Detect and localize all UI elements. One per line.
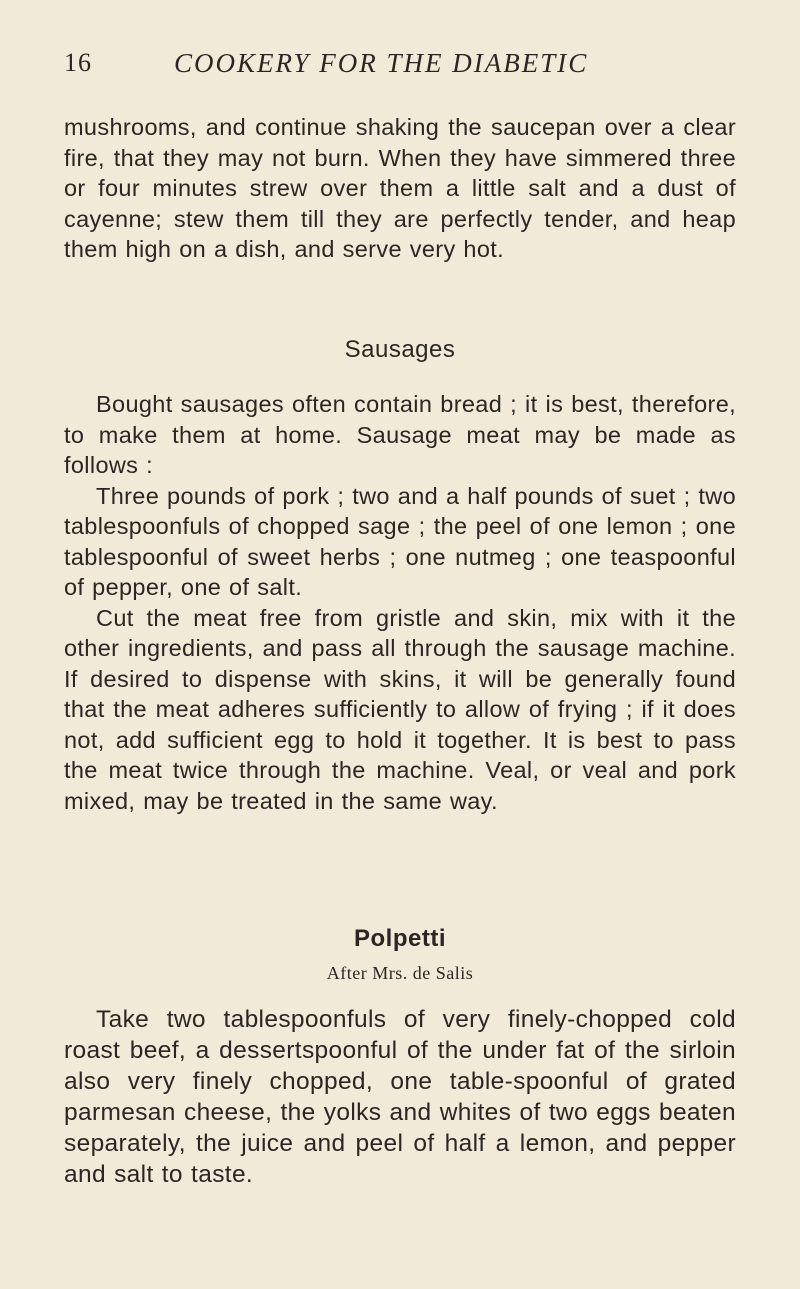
continuation-paragraph: mushrooms, and continue shaking the saucepan over a clear fire, that they may not burn. When they have simmered three or four minutes strew over them a little salt and a dust of cayenne; stew them till they are perfectly tender, and heap them high on a dish, and serve very hot. xyxy=(64,114,736,262)
polpetti-attribution: After Mrs. de Salis xyxy=(326,963,474,983)
polpetti-heading: Polpetti xyxy=(354,925,446,952)
polpetti-paragraph: Take two tablespoonfuls of very finely-chopped cold roast beef, a dessertspoonful of the under fat of the sirloin also very finely chopped, one table-spoonful of grated parmesan cheese, the yolks and whites of two eggs beaten separately, the juice and peel of half a lemon, and pepper and salt to taste. xyxy=(64,1006,736,1188)
polpetti-section xyxy=(64,1004,736,1190)
sausages-section xyxy=(64,389,736,816)
running-title: COOKERY FOR THE DIABETIC xyxy=(174,48,589,78)
running-head xyxy=(64,48,736,88)
sausages-paragraph-3: Cut the meat free from gristle and skin, mix with it the other ingredients, and pass all through the sausage machine. If desired to dispense with skins, it will be generally found that the meat adheres sufficiently to allow of frying ; if it does not, add sufficient egg to hold it together. It is best to pass the meat twice through the machine. Veal, or veal and pork mixed, may be treated in the same way. xyxy=(64,604,736,814)
page-number: 16 xyxy=(64,48,92,77)
sausages-heading: Sausages xyxy=(344,336,456,363)
continuation-section xyxy=(64,112,736,265)
sausages-paragraph-2: Three pounds of pork ; two and a half pounds of suet ; two tablespoonfuls of chopped sage ; the peel of one lemon ; one tablespoonful of sweet herbs ; one nutmeg ; one teaspoonful of pepper, one of salt. xyxy=(64,482,736,600)
sausages-paragraph-1: Bought sausages often contain bread ; it is best, therefore, to make them at home. Sausage meat may be made as follows : xyxy=(64,391,736,478)
